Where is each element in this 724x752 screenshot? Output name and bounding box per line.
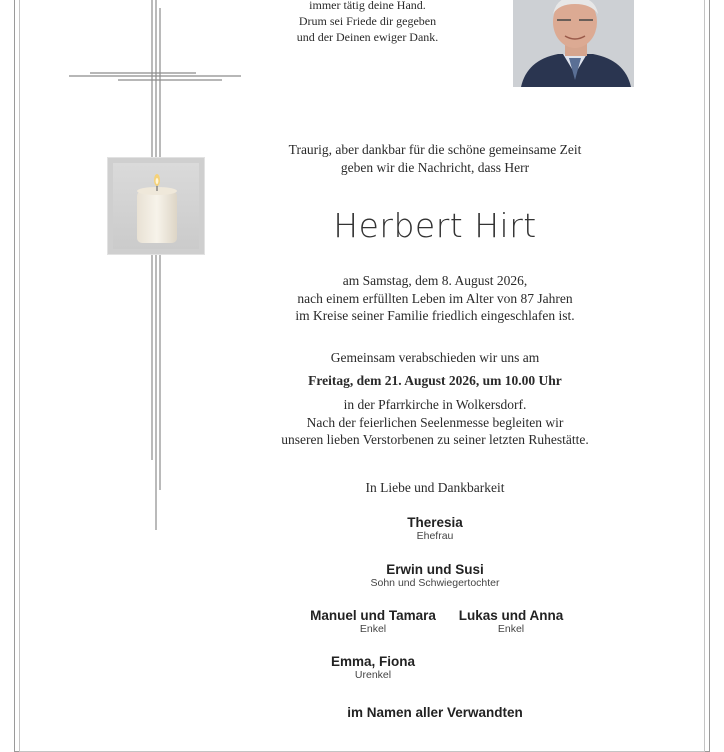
mourner-entry: [296, 608, 450, 635]
funeral-date: Freitag, dem 21. August 2026, um 10.00 Uhr: [308, 373, 562, 388]
verse-line: Drum sei Friede dir gegeben: [298, 14, 437, 28]
portrait-photo: [513, 0, 634, 87]
funeral-detail-line: Nach der feierlichen Seelenmesse begleiten wir: [306, 414, 564, 430]
death-notice-line: nach einem erfüllten Leben im Alter von 87 Jahren: [297, 290, 573, 306]
footer-text: im Namen aller Verwandten: [347, 705, 523, 720]
funeral-detail-line: unseren lieben Verstorbenen zu seiner letzten Ruhestätte.: [281, 432, 589, 447]
mourner-name: Emma, Fiona: [330, 654, 416, 669]
deceased-name: Herbert Hirt: [333, 206, 537, 245]
mourner-relation: Sohn und Schwiegertochter: [370, 577, 500, 589]
mourner-relation: Urenkel: [354, 669, 392, 681]
funeral-detail-line: in der Pfarrkirche in Wolkersdorf.: [343, 397, 527, 412]
mourner-entry: [250, 515, 620, 542]
mourner-relation: Enkel: [359, 623, 387, 635]
farewell-intro: Gemeinsam verabschieden wir uns am: [330, 350, 540, 365]
death-notice-line: im Kreise seiner Familie friedlich eingeschlafen ist.: [295, 308, 575, 323]
mourner-name: Erwin und Susi: [386, 562, 484, 577]
closing-text: In Liebe und Dankbarkeit: [365, 480, 505, 495]
funeral-details: [250, 396, 620, 449]
candle-image-frame: [108, 158, 204, 254]
verse: [250, 0, 485, 45]
intro-text: [250, 141, 620, 176]
mourner-entry: [300, 654, 446, 681]
mourner-name: Theresia: [407, 515, 463, 530]
death-notice-line: am Samstag, dem 8. August 2026,: [342, 273, 528, 288]
mourner-relation: Ehefrau: [416, 530, 454, 542]
verse-line: und der Deinen ewiger Dank.: [296, 30, 439, 44]
candle-icon: [113, 163, 199, 249]
mourner-name: Manuel und Tamara: [310, 608, 436, 623]
intro-line: geben wir die Nachricht, dass Herr: [340, 159, 530, 175]
mourner-name: Lukas und Anna: [458, 608, 564, 623]
mourner-relation: Enkel: [497, 623, 525, 635]
death-notice: [250, 272, 620, 325]
verse-line: immer tätig deine Hand.: [309, 0, 426, 12]
mourner-entry: [250, 562, 620, 589]
intro-line: Traurig, aber dankbar für die schöne gemeinsame Zeit: [288, 142, 582, 157]
cross-icon: [0, 0, 260, 540]
mourner-entry: [446, 608, 576, 635]
